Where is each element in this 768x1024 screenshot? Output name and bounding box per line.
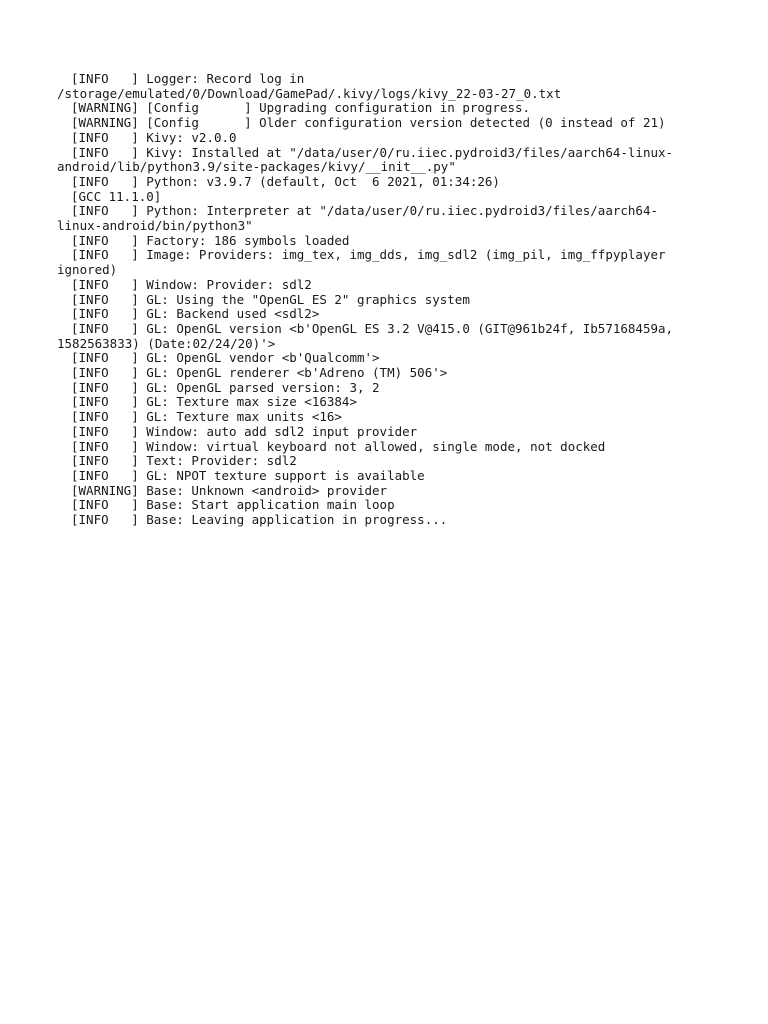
console-log xyxy=(57,71,691,528)
log-line: [INFO ] GL: Texture max size <16384> xyxy=(71,394,357,410)
log-line: [INFO ] Base: Start application main loop xyxy=(71,497,395,513)
log-line: [INFO ] Window: Provider: sdl2 xyxy=(71,276,312,292)
log-line: [INFO ] Python: Interpreter at "/data/user/0/ru.iiec.pydroid3/files/aarch64- xyxy=(71,203,658,219)
log-line: [INFO ] Kivy: v2.0.0 xyxy=(71,129,237,145)
log-line: /storage/emulated/0/Download/GamePad/.kivy/logs/kivy_22-03-27_0.txt xyxy=(57,85,562,101)
log-line: [GCC 11.1.0] xyxy=(71,188,162,204)
log-line: [INFO ] Python: v3.9.7 (default, Oct 6 2021, 01:34:26) xyxy=(71,173,500,189)
log-line: [INFO ] Kivy: Installed at "/data/user/0/ru.iiec.pydroid3/files/aarch64-linux- xyxy=(71,144,674,160)
log-line: [INFO ] GL: OpenGL vendor <b'Qualcomm'> xyxy=(71,350,380,366)
log-line: [WARNING] [Config ] Upgrading configuration in progress. xyxy=(71,100,531,116)
log-line: [WARNING] [Config ] Older configuration version detected (0 instead of 21) xyxy=(71,115,666,131)
log-line: [WARNING] Base: Unknown <android> provider xyxy=(71,482,388,498)
log-line: [INFO ] GL: Using the "OpenGL ES 2" graphics system xyxy=(71,291,470,307)
log-line: android/lib/python3.9/site-packages/kivy/__init__.py" xyxy=(57,159,456,175)
log-line: [INFO ] GL: Texture max units <16> xyxy=(71,409,342,425)
log-line: [INFO ] GL: OpenGL version <b'OpenGL ES 3.2 V@415.0 (GIT@961b24f, Ib57168459a, xyxy=(71,320,674,336)
log-line: [INFO ] Text: Provider: sdl2 xyxy=(71,453,297,469)
log-line: [INFO ] Window: virtual keyboard not allowed, single mode, not docked xyxy=(71,438,606,454)
log-line: [INFO ] Image: Providers: img_tex, img_dds, img_sdl2 (img_pil, img_ffpyplayer xyxy=(71,247,666,263)
log-line: [INFO ] GL: OpenGL renderer <b'Adreno (TM) 506'> xyxy=(71,365,448,381)
log-line: [INFO ] GL: OpenGL parsed version: 3, 2 xyxy=(71,379,380,395)
log-line: [INFO ] GL: Backend used <sdl2> xyxy=(71,306,320,322)
log-line: [INFO ] Base: Leaving application in progress... xyxy=(71,512,448,528)
log-line: 1582563833) (Date:02/24/20)'> xyxy=(57,335,276,351)
log-line: ignored) xyxy=(57,262,118,278)
log-line: [INFO ] Logger: Record log in xyxy=(71,71,305,86)
log-line: [INFO ] Factory: 186 symbols loaded xyxy=(71,232,350,248)
log-line: [INFO ] GL: NPOT texture support is available xyxy=(71,467,425,483)
log-line: linux-android/bin/python3" xyxy=(57,218,253,234)
log-line: [INFO ] Window: auto add sdl2 input provider xyxy=(71,423,418,439)
